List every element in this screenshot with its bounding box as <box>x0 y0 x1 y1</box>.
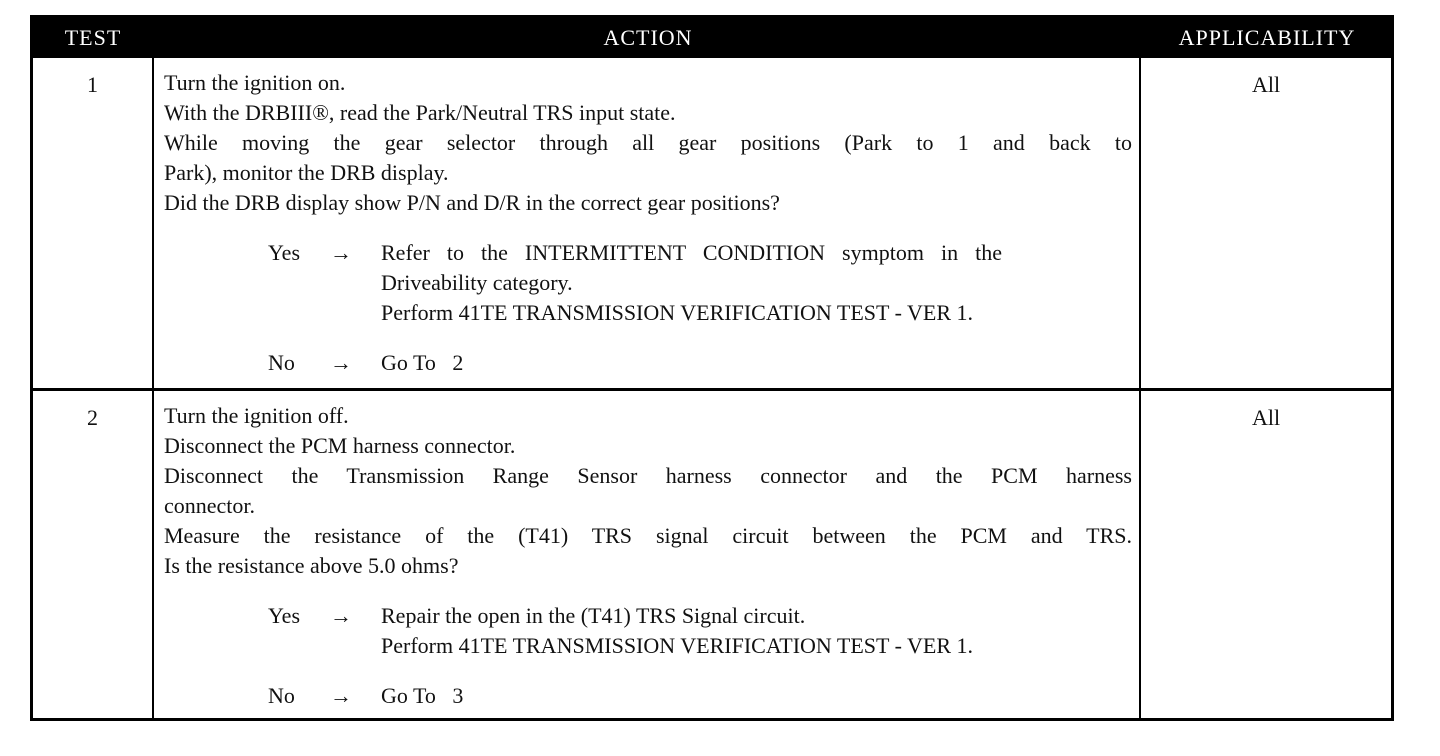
result-line: Repair the open in the (T41) TRS Signal circuit. <box>381 603 806 628</box>
action-step: connector. <box>164 493 256 518</box>
go-to-link[interactable]: Go To 3 <box>381 683 464 708</box>
action-step: Park), monitor the DRB display. <box>164 160 449 185</box>
right-arrow-icon: → <box>330 683 352 708</box>
applicability-value: All <box>1251 72 1281 97</box>
action-step: While moving the gear selector through all gear positions (Park to 1 and back to <box>164 130 1132 155</box>
right-arrow-icon: → <box>330 350 352 375</box>
result-line: Driveability category. <box>381 270 573 295</box>
action-steps <box>164 68 1132 218</box>
action-steps <box>164 401 1132 581</box>
no-label: No <box>268 683 295 708</box>
action-step: Is the resistance above 5.0 ohms? <box>164 553 459 578</box>
action-step: Disconnect the Transmission Range Sensor harness connector and the PCM harness <box>164 463 1132 488</box>
right-arrow-icon: → <box>330 603 352 628</box>
go-to-link[interactable]: Go To 2 <box>381 350 464 375</box>
test-number: 1 <box>87 72 98 97</box>
action-step: Did the DRB display show P/N and D/R in the correct gear positions? <box>164 190 780 215</box>
result-line: Perform 41TE TRANSMISSION VERIFICATION TEST - VER 1. <box>381 633 973 658</box>
table-header <box>33 18 1391 58</box>
yes-label: Yes <box>268 603 301 628</box>
action-step: Measure the resistance of the (T41) TRS signal circuit between the PCM and TRS. <box>164 523 1132 548</box>
yes-result <box>381 238 1002 328</box>
no-result <box>381 348 1002 378</box>
header-action: ACTION <box>603 25 693 50</box>
action-step: Disconnect the PCM harness connector. <box>164 433 516 458</box>
yes-result <box>381 601 1002 661</box>
header-test: TEST <box>64 25 122 50</box>
table-row <box>33 58 1391 388</box>
no-result <box>381 681 1002 711</box>
diagnostic-test-table <box>30 15 1394 721</box>
action-step: Turn the ignition off. <box>164 403 349 428</box>
action-step: With the DRBIII®, read the Park/Neutral TRS input state. <box>164 100 676 125</box>
header-applicability: APPLICABILITY <box>1178 25 1356 50</box>
table-row <box>33 391 1391 721</box>
result-line: Refer to the INTERMITTENT CONDITION symptom in the <box>381 240 1002 265</box>
action-step: Turn the ignition on. <box>164 70 346 95</box>
yes-label: Yes <box>268 240 301 265</box>
right-arrow-icon: → <box>330 240 352 265</box>
result-line: Perform 41TE TRANSMISSION VERIFICATION TEST - VER 1. <box>381 300 973 325</box>
test-number: 2 <box>87 405 98 430</box>
no-label: No <box>268 350 295 375</box>
applicability-value: All <box>1251 405 1281 430</box>
